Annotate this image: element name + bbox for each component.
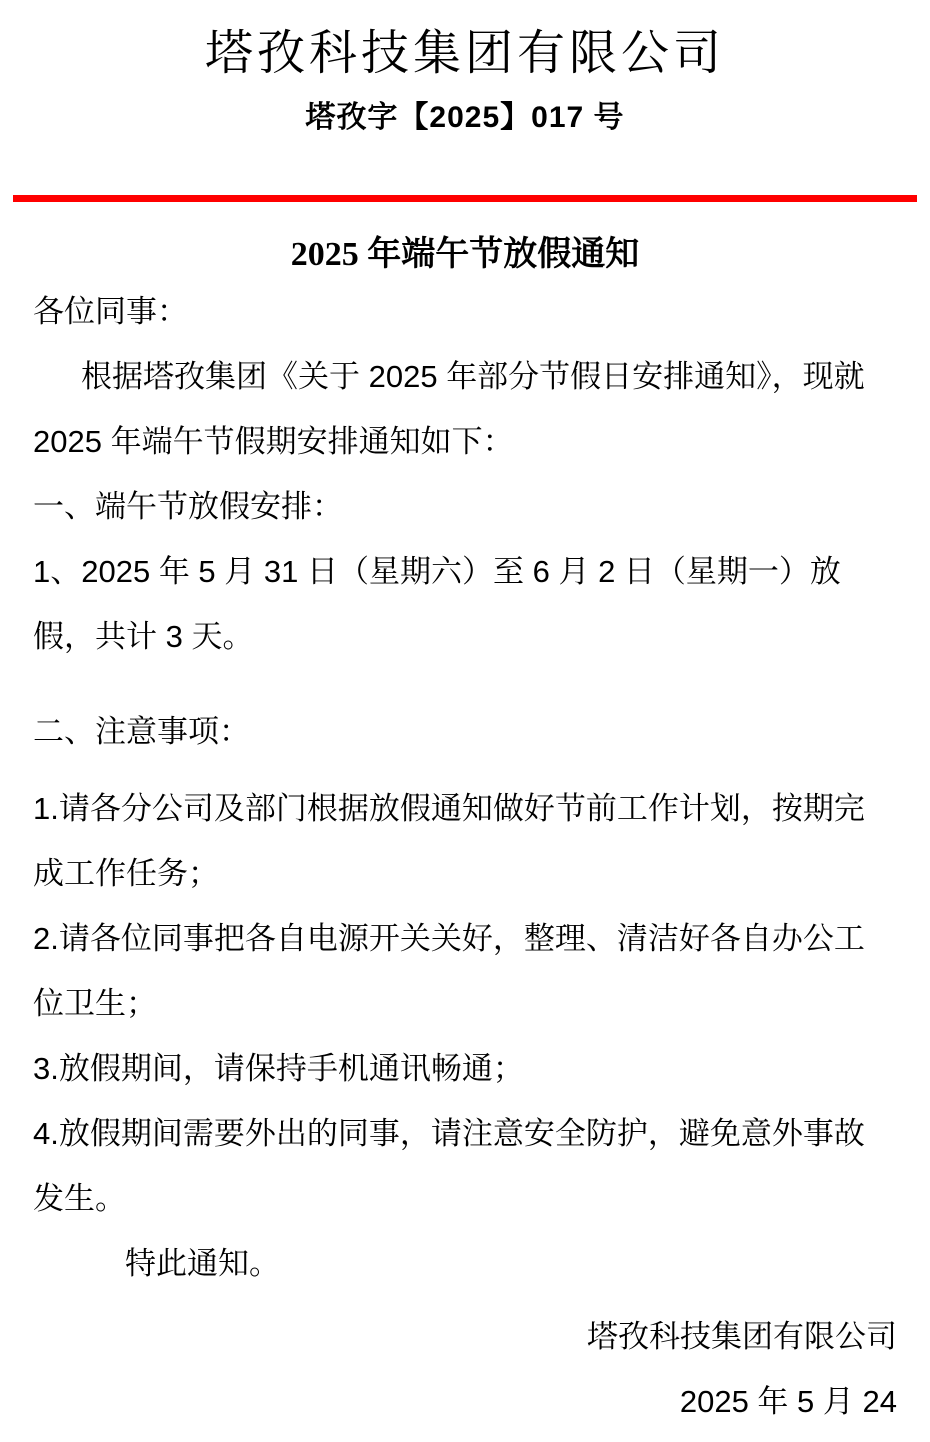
notice-body	[33, 279, 897, 1434]
body-line: 发生。	[33, 1181, 126, 1216]
signature-company-name: 塔孜科技集团有限公司	[587, 1319, 897, 1354]
document-reference-number: 塔孜字【2025】017 号	[305, 101, 625, 134]
body-line: 4.放假期间需要外出的同事，请注意安全防护，避免意外事故	[33, 1116, 865, 1151]
closing-line: 特此通知。	[125, 1246, 280, 1281]
section-heading-line: 一、端午节放假安排：	[33, 489, 343, 524]
body-line: 假，共计 3 天。	[33, 619, 254, 654]
body-line: 2025 年端午节假期安排通知如下：	[33, 424, 514, 459]
body-line: 3.放假期间，请保持手机通讯畅通；	[33, 1051, 524, 1086]
body-line: 根据塔孜集团《关于 2025 年部分节假日安排通知》，现就	[81, 359, 865, 394]
notice-title: 2025 年端午节放假通知	[290, 236, 640, 273]
section-heading-line: 二、注意事项：	[33, 714, 250, 749]
body-line: 成工作任务；	[33, 856, 219, 891]
signature-date: 2025 年 5 月 24	[679, 1384, 897, 1419]
body-line: 1.请各分公司及部门根据放假通知做好节前工作计划，按期完	[33, 791, 865, 826]
letterhead-company-name: 塔孜科技集团有限公司	[204, 27, 725, 80]
letterhead-red-divider	[13, 195, 917, 202]
salutation-line: 各位同事：	[33, 294, 188, 329]
body-line: 位卫生；	[33, 986, 157, 1021]
body-line: 1、2025 年 5 月 31 日（星期六）至 6 月 2 日（星期一）放	[33, 554, 841, 589]
body-line: 2.请各位同事把各自电源开关关好，整理、清洁好各自办公工	[33, 921, 865, 956]
